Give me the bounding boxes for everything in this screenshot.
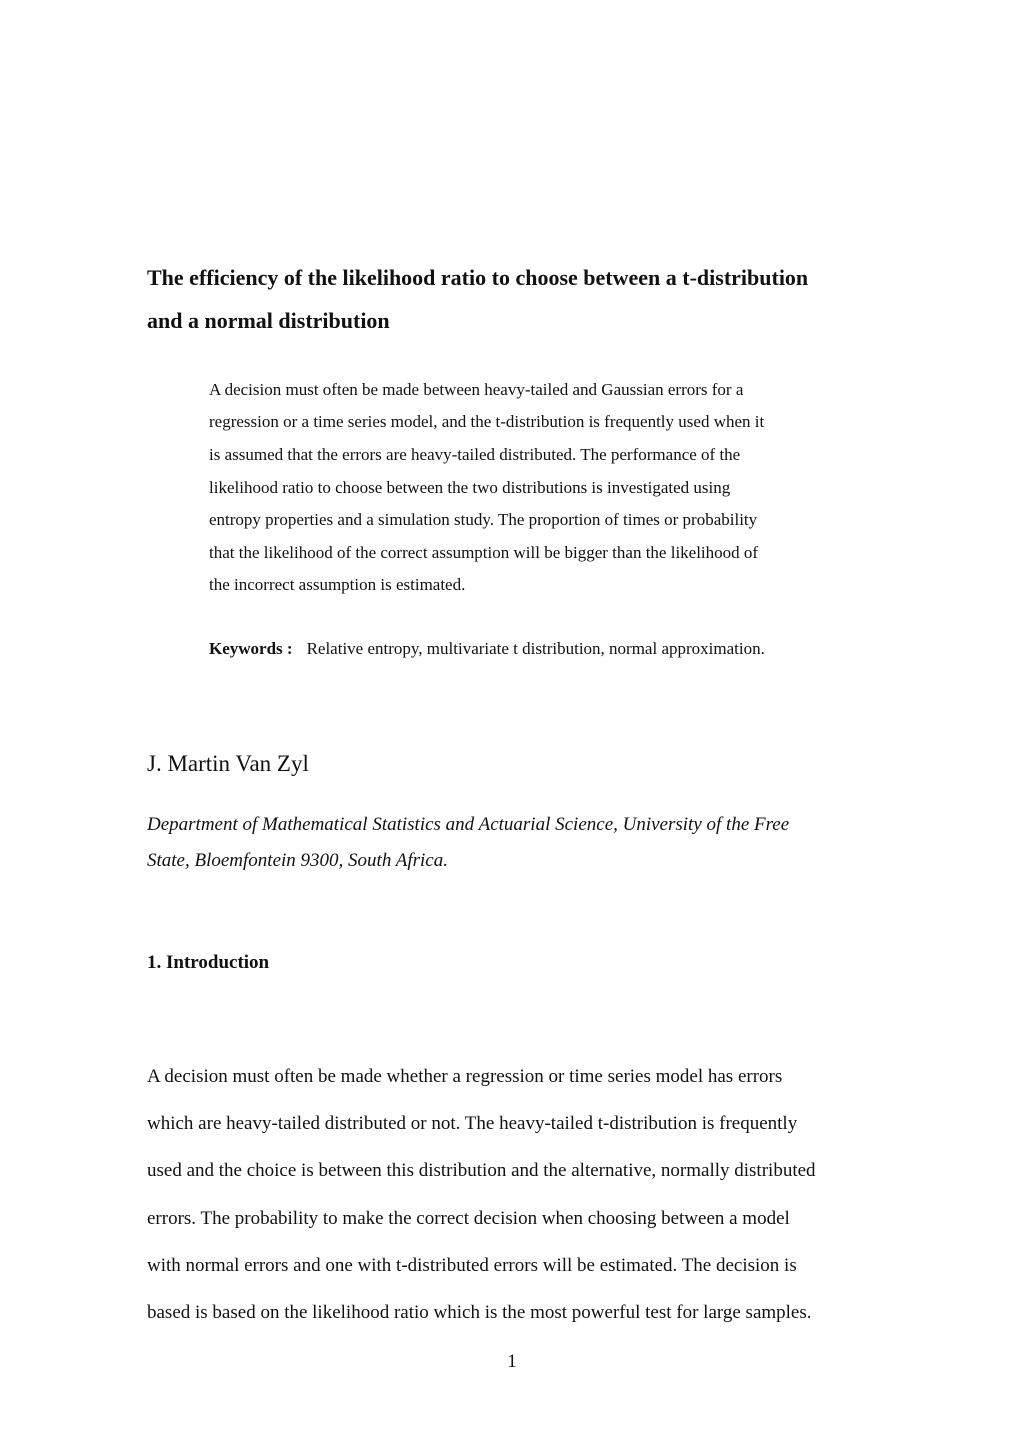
body-line: errors. The probability to make the correct decision when choosing between a model [147,1208,790,1229]
author-affiliation-line: State, Bloemfontein 9300, South Africa. [147,850,448,871]
paper-title-line-1: The efficiency of the likelihood ratio to choose between a t-distribution [147,265,809,290]
abstract-line: likelihood ratio to choose between the two distributions is investigated using [209,478,731,497]
abstract-line: that the likelihood of the correct assumption will be bigger than the likelihood of [209,543,759,562]
abstract-line: the incorrect assumption is estimated. [209,575,466,594]
body-line: based is based on the likelihood ratio which is the most powerful test for large samples. [147,1302,812,1323]
abstract-line: regression or a time series model, and the t-distribution is frequently used when it [209,412,765,431]
abstract-line: is assumed that the errors are heavy-tailed distributed. The performance of the [209,445,741,464]
keywords [209,640,765,657]
keywords-text: Relative entropy, multivariate t distribution, normal approximation. [306,639,765,658]
body-line: A decision must often be made whether a regression or time series model has errors [147,1066,783,1087]
keywords-label: Keywords : [209,639,293,658]
paper-title-line-2: and a normal distribution [147,308,390,333]
page-number: 1 [507,1351,517,1372]
body-line: used and the choice is between this distribution and the alternative, normally distributed [147,1160,816,1181]
body-line: which are heavy-tailed distributed or not. The heavy-tailed t-distribution is frequently [147,1113,798,1134]
author-name: J. Martin Van Zyl [147,751,309,776]
section-heading-introduction: 1. Introduction [147,952,270,973]
abstract-line: entropy properties and a simulation study. The proportion of times or probability [209,510,758,529]
body-line: with normal errors and one with t-distributed errors will be estimated. The decision is [147,1255,797,1276]
abstract-line: A decision must often be made between heavy-tailed and Gaussian errors for a [209,380,744,399]
author-affiliation-line: Department of Mathematical Statistics and Actuarial Science, University of the Free [147,814,790,835]
